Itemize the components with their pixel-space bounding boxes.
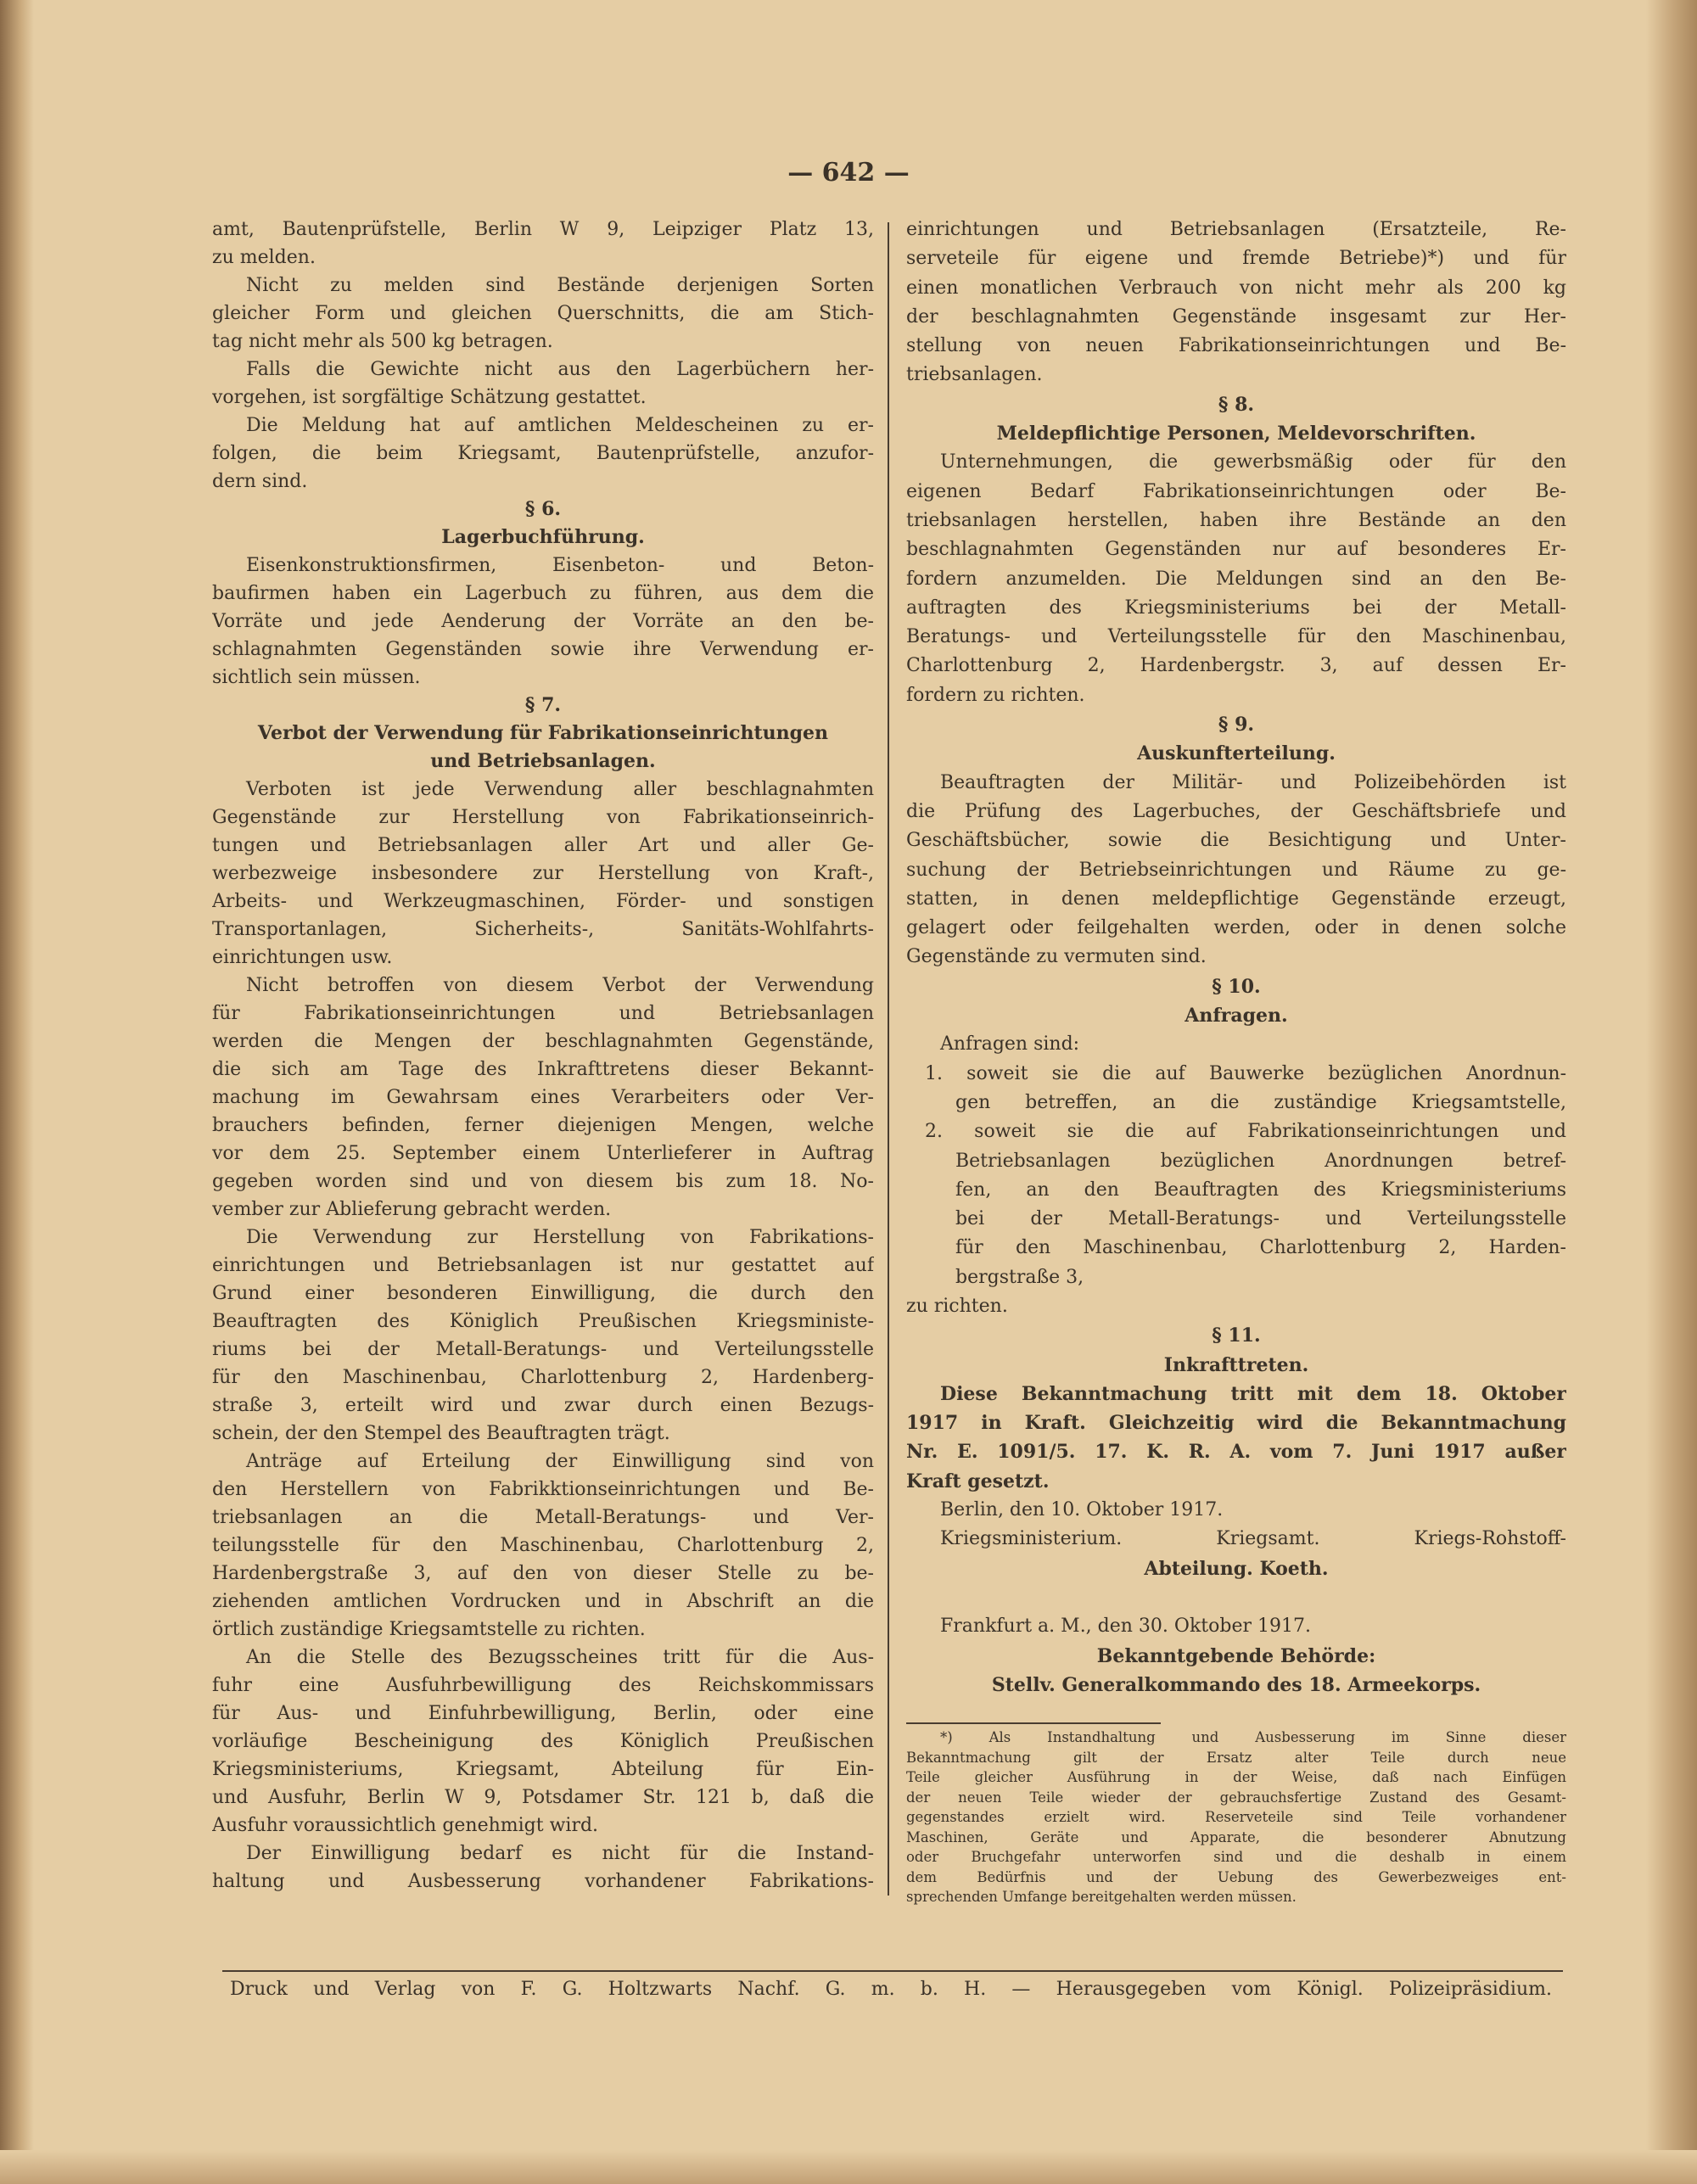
text-line: Gegenstände zur Herstellung von Fabrikationseinrich- xyxy=(212,807,874,828)
text-line: fen, an den Beauftragten des Kriegsministeriums xyxy=(955,1179,1566,1201)
text-line: Kriegsministeriums, Kriegsamt, Abteilung für Ein- xyxy=(212,1759,874,1780)
text-line: serveteile für eigene und fremde Betriebe)*) und für xyxy=(906,248,1566,270)
text-line: die sich am Tage des Inkrafttretens dieser Bekannt- xyxy=(212,1059,874,1080)
text-line: für Fabrikationseinrichtungen und Betriebsanlagen xyxy=(212,1003,874,1024)
text-line: beschlagnahmten Gegenständen nur auf besonderes Er- xyxy=(906,539,1566,561)
footnote-line: Maschinen, Geräte und Apparate, die besonderer Abnutzung xyxy=(906,1828,1566,1845)
text-line: triebsanlagen herstellen, haben ihre Bestände an den xyxy=(906,509,1566,531)
text-line: vor dem 25. September einem Unterlieferer in Auftrag xyxy=(212,1143,874,1164)
text-line: Bekanntgebende Behörde: xyxy=(1096,1644,1376,1667)
text-line: Verbot der Verwendung für Fabrikationseinrichtungen xyxy=(257,722,829,744)
text-line: die Prüfung des Lagerbuches, der Geschäftsbriefe und xyxy=(906,800,1566,822)
text-line: werbezweige insbesondere zur Herstellung von Kraft-, xyxy=(212,863,874,884)
text-line xyxy=(906,1583,1566,1612)
footnote-line: dem Bedürfnis und der Uebung des Gewerbezweiges ent- xyxy=(906,1868,1566,1885)
text-line: den Herstellern von Fabrikktionseinrichtungen und Be- xyxy=(212,1479,874,1500)
right-column xyxy=(906,216,1566,1700)
text-line: Ausfuhr voraussichtlich genehmigt wird. xyxy=(212,1815,599,1836)
text-line: fuhr eine Ausfuhrbewilligung des Reichskommissars xyxy=(212,1675,874,1696)
text-line: dern sind. xyxy=(212,471,308,492)
text-line: einrichtungen und Betriebsanlagen (Ersatzteile, Re- xyxy=(906,219,1566,240)
text-line: folgen, die beim Kriegsamt, Bautenprüfstelle, anzufor- xyxy=(212,443,874,464)
page-number: — 642 — xyxy=(787,158,910,188)
text-line: haltung und Ausbesserung vorhandener Fabrikations- xyxy=(212,1871,874,1892)
text-line: Beauftragten der Militär- und Polizeibehörden ist xyxy=(940,771,1566,793)
text-line: Die Meldung hat auf amtlichen Meldescheinen zu er- xyxy=(246,415,874,436)
text-line: ziehenden amtlichen Vordrucken und in Abschrift an die xyxy=(212,1591,874,1612)
text-line: fordern zu richten. xyxy=(906,684,1085,706)
text-line: Falls die Gewichte nicht aus den Lagerbüchern her- xyxy=(246,359,874,380)
text-line: gelagert oder feilgehalten werden, oder in denen solche xyxy=(906,917,1566,939)
text-line: Charlottenburg 2, Hardenbergstr. 3, auf dessen Er- xyxy=(906,655,1566,677)
footnote xyxy=(906,1728,1566,1907)
text-line: Abteilung. Koeth. xyxy=(1144,1557,1329,1580)
text-line: baufirmen haben ein Lagerbuch zu führen, aus dem die xyxy=(212,583,874,604)
text-line: Gegenstände zu vermuten sind. xyxy=(906,946,1207,968)
text-line: gen betreffen, an die zuständige Kriegsamtstelle, xyxy=(955,1091,1566,1113)
text-line: riums bei der Metall-Beratungs- und Verteilungsstelle xyxy=(212,1339,874,1360)
text-line: § 6. xyxy=(524,498,562,520)
text-line: Kriegsministerium. Kriegsamt. Kriegs-Rohstoff- xyxy=(940,1528,1566,1550)
text-line: triebsanlagen an die Metall-Beratungs- und Ver- xyxy=(212,1507,874,1528)
text-line: Anfragen. xyxy=(1185,1005,1288,1028)
text-line: brauchers befinden, ferner diejenigen Mengen, welche xyxy=(212,1115,874,1136)
text-line: vember zur Ablieferung gebracht werden. xyxy=(212,1199,612,1220)
text-line: tag nicht mehr als 500 kg betragen. xyxy=(212,331,553,352)
text-line: Stellv. Generalkommando des 18. Armeekorps. xyxy=(991,1673,1481,1696)
text-line: Kraft gesetzt. xyxy=(906,1470,1050,1492)
text-line: Vorräte und jede Aenderung der Vorräte an den be- xyxy=(212,611,874,632)
text-line: zu richten. xyxy=(906,1295,1008,1317)
footnote-line: Teile gleicher Ausführung in der Weise, daß nach Einfügen xyxy=(906,1769,1566,1785)
text-line: gleicher Form und gleichen Querschnitts, die am Stich- xyxy=(212,303,874,324)
page-edge-bottom xyxy=(0,2150,1697,2184)
text-line: Nr. E. 1091/5. 17. K. R. A. vom 7. Juni 1917 außer xyxy=(906,1441,1566,1464)
text-line: Auskunfterteilung. xyxy=(1137,742,1336,765)
text-line: schlagnahmten Gegenständen sowie ihre Verwendung er- xyxy=(212,639,874,660)
text-line: der beschlagnahmten Gegenstände insgesamt zur Her- xyxy=(906,305,1566,328)
text-line: gegeben worden sind und von diesem bis zum 18. No- xyxy=(212,1171,874,1192)
text-line: Verboten ist jede Verwendung aller beschlagnahmten xyxy=(246,779,874,800)
text-line: Beratungs- und Verteilungsstelle für den Maschinenbau, xyxy=(906,626,1566,648)
left-column xyxy=(212,216,874,1896)
text-line: § 8. xyxy=(1218,393,1255,416)
text-line: Berlin, den 10. Oktober 1917. xyxy=(940,1499,1224,1521)
text-line: eigenen Bedarf Fabrikationseinrichtungen oder Be- xyxy=(906,480,1566,502)
text-line: für den Maschinenbau, Charlottenburg 2, Harden- xyxy=(955,1237,1566,1259)
text-line: fordern anzumelden. Die Meldungen sind an den Be- xyxy=(906,568,1566,590)
text-line: bei der Metall-Beratungs- und Verteilungsstelle xyxy=(955,1208,1566,1230)
text-line: statten, in denen meldepflichtige Gegenstände erzeugt, xyxy=(906,888,1566,910)
text-line: Betriebsanlagen bezüglichen Anordnungen betref- xyxy=(955,1150,1566,1172)
page-edge-left xyxy=(0,0,34,2184)
text-line: § 7. xyxy=(524,694,562,716)
text-line: An die Stelle des Bezugsscheines tritt für die Aus- xyxy=(246,1647,874,1668)
text-line: bergstraße 3, xyxy=(955,1266,1084,1288)
text-line: amt, Bautenprüfstelle, Berlin W 9, Leipziger Platz 13, xyxy=(212,219,874,240)
text-line: Anfragen sind: xyxy=(940,1033,1080,1056)
text-line: tungen und Betriebsanlagen aller Art und aller Ge- xyxy=(212,835,874,856)
text-line: 1917 in Kraft. Gleichzeitig wird die Bekanntmachung xyxy=(906,1412,1566,1435)
footnote-line: *) Als Instandhaltung und Ausbesserung im Sinne dieser xyxy=(940,1729,1566,1745)
text-line: örtlich zuständige Kriegsamtstelle zu richten. xyxy=(212,1619,646,1640)
text-line: triebsanlagen. xyxy=(906,364,1043,386)
text-line: Grund einer besonderen Einwilligung, die durch den xyxy=(212,1283,874,1304)
footnote-line: der neuen Teile wieder der gebrauchsfertige Zustand des Gesamt- xyxy=(906,1789,1566,1806)
text-line: und Ausfuhr, Berlin W 9, Potsdamer Str. 121 b, daß die xyxy=(212,1787,874,1808)
text-line: 1. soweit sie die auf Bauwerke bezüglichen Anordnun- xyxy=(925,1062,1566,1084)
text-line: für den Maschinenbau, Charlottenburg 2, Hardenberg- xyxy=(212,1367,874,1388)
text-line: vorläufige Bescheinigung des Königlich Preußischen xyxy=(212,1731,874,1752)
text-line: stellung von neuen Fabrikationseinrichtungen und Be- xyxy=(906,335,1566,357)
text-line: § 11. xyxy=(1212,1324,1261,1347)
text-line: suchung der Betriebseinrichtungen und Räume zu ge- xyxy=(906,859,1566,881)
text-line: Nicht zu melden sind Bestände derjenigen Sorten xyxy=(246,275,874,296)
text-line: Anträge auf Erteilung der Einwilligung sind von xyxy=(246,1451,874,1472)
text-line: einen monatlichen Verbrauch von nicht mehr als 200 kg xyxy=(906,277,1566,299)
text-line: straße 3, erteilt wird und zwar durch einen Bezugs- xyxy=(212,1395,874,1416)
text-line: Beauftragten des Königlich Preußischen Kriegsministe- xyxy=(212,1311,874,1332)
text-line: machung im Gewahrsam eines Verarbeiters oder Ver- xyxy=(212,1087,874,1108)
text-line: Der Einwilligung bedarf es nicht für die Instand- xyxy=(246,1843,874,1864)
text-line: für Aus- und Einfuhrbewilligung, Berlin, oder eine xyxy=(212,1703,874,1724)
text-line: Meldepflichtige Personen, Meldevorschriften. xyxy=(996,423,1476,445)
text-line: Arbeits- und Werkzeugmaschinen, Förder- und sonstigen xyxy=(212,891,874,912)
column-divider xyxy=(888,222,889,1896)
text-line: § 9. xyxy=(1218,714,1255,736)
text-line: und Betriebsanlagen. xyxy=(430,750,656,772)
text-line: werden die Mengen der beschlagnahmten Gegenstände, xyxy=(212,1031,874,1052)
footnote-line: sprechenden Umfange bereitgehalten werden müssen. xyxy=(906,1889,1297,1905)
text-line: sichtlich sein müssen. xyxy=(212,667,421,688)
text-line: Frankfurt a. M., den 30. Oktober 1917. xyxy=(940,1616,1311,1638)
imprint-rule xyxy=(222,1970,1563,1972)
text-line: auftragten des Kriegsministeriums bei der Metall- xyxy=(906,596,1566,619)
footnote-rule xyxy=(906,1722,1161,1724)
text-line: Diese Bekanntmachung tritt mit dem 18. Oktober xyxy=(940,1382,1566,1405)
text-line: zu melden. xyxy=(212,247,316,268)
text-line: Unternehmungen, die gewerbsmäßig oder für den xyxy=(940,451,1566,473)
text-line: § 10. xyxy=(1212,975,1261,998)
footnote-line: Bekanntmachung gilt der Ersatz alter Teile durch neue xyxy=(906,1749,1566,1766)
text-line: einrichtungen und Betriebsanlagen ist nur gestattet auf xyxy=(212,1255,874,1276)
text-line: Inkrafttreten. xyxy=(1163,1353,1309,1376)
text-line: Lagerbuchführung. xyxy=(441,526,645,548)
text-line: teilungsstelle für den Maschinenbau, Charlottenburg 2, xyxy=(212,1535,874,1556)
text-line: einrichtungen usw. xyxy=(212,947,393,968)
text-line: Transportanlagen, Sicherheits-, Sanitäts-Wohlfahrts- xyxy=(212,919,874,940)
text-line: 2. soweit sie die auf Fabrikationseinrichtungen und xyxy=(925,1121,1566,1143)
imprint: Druck und Verlag von F. G. Holtzwarts Nachf. G. m. b. H. — Herausgegeben vom Königl. Polizeipräsidium. xyxy=(230,1979,1552,2000)
footnote-line: gegenstandes erzielt wird. Reserveteile sind Teile vorhandener xyxy=(906,1809,1566,1825)
text-line: Hardenbergstraße 3, auf den von dieser Stelle zu be- xyxy=(212,1563,874,1584)
text-line: Die Verwendung zur Herstellung von Fabrikations- xyxy=(246,1227,874,1248)
text-line: Nicht betroffen von diesem Verbot der Verwendung xyxy=(246,975,874,996)
text-line: Eisenkonstruktionsfirmen, Eisenbeton- und Beton- xyxy=(246,555,874,576)
footnote-line: oder Bruchgefahr unterworfen sind und die deshalb in einem xyxy=(906,1849,1566,1865)
text-line: vorgehen, ist sorgfältige Schätzung gestattet. xyxy=(212,387,647,408)
text-line: Geschäftsbücher, sowie die Besichtigung und Unter- xyxy=(906,830,1566,852)
page-edge-right xyxy=(1646,0,1697,2184)
text-line: schein, der den Stempel des Beauftragten trägt. xyxy=(212,1423,670,1444)
